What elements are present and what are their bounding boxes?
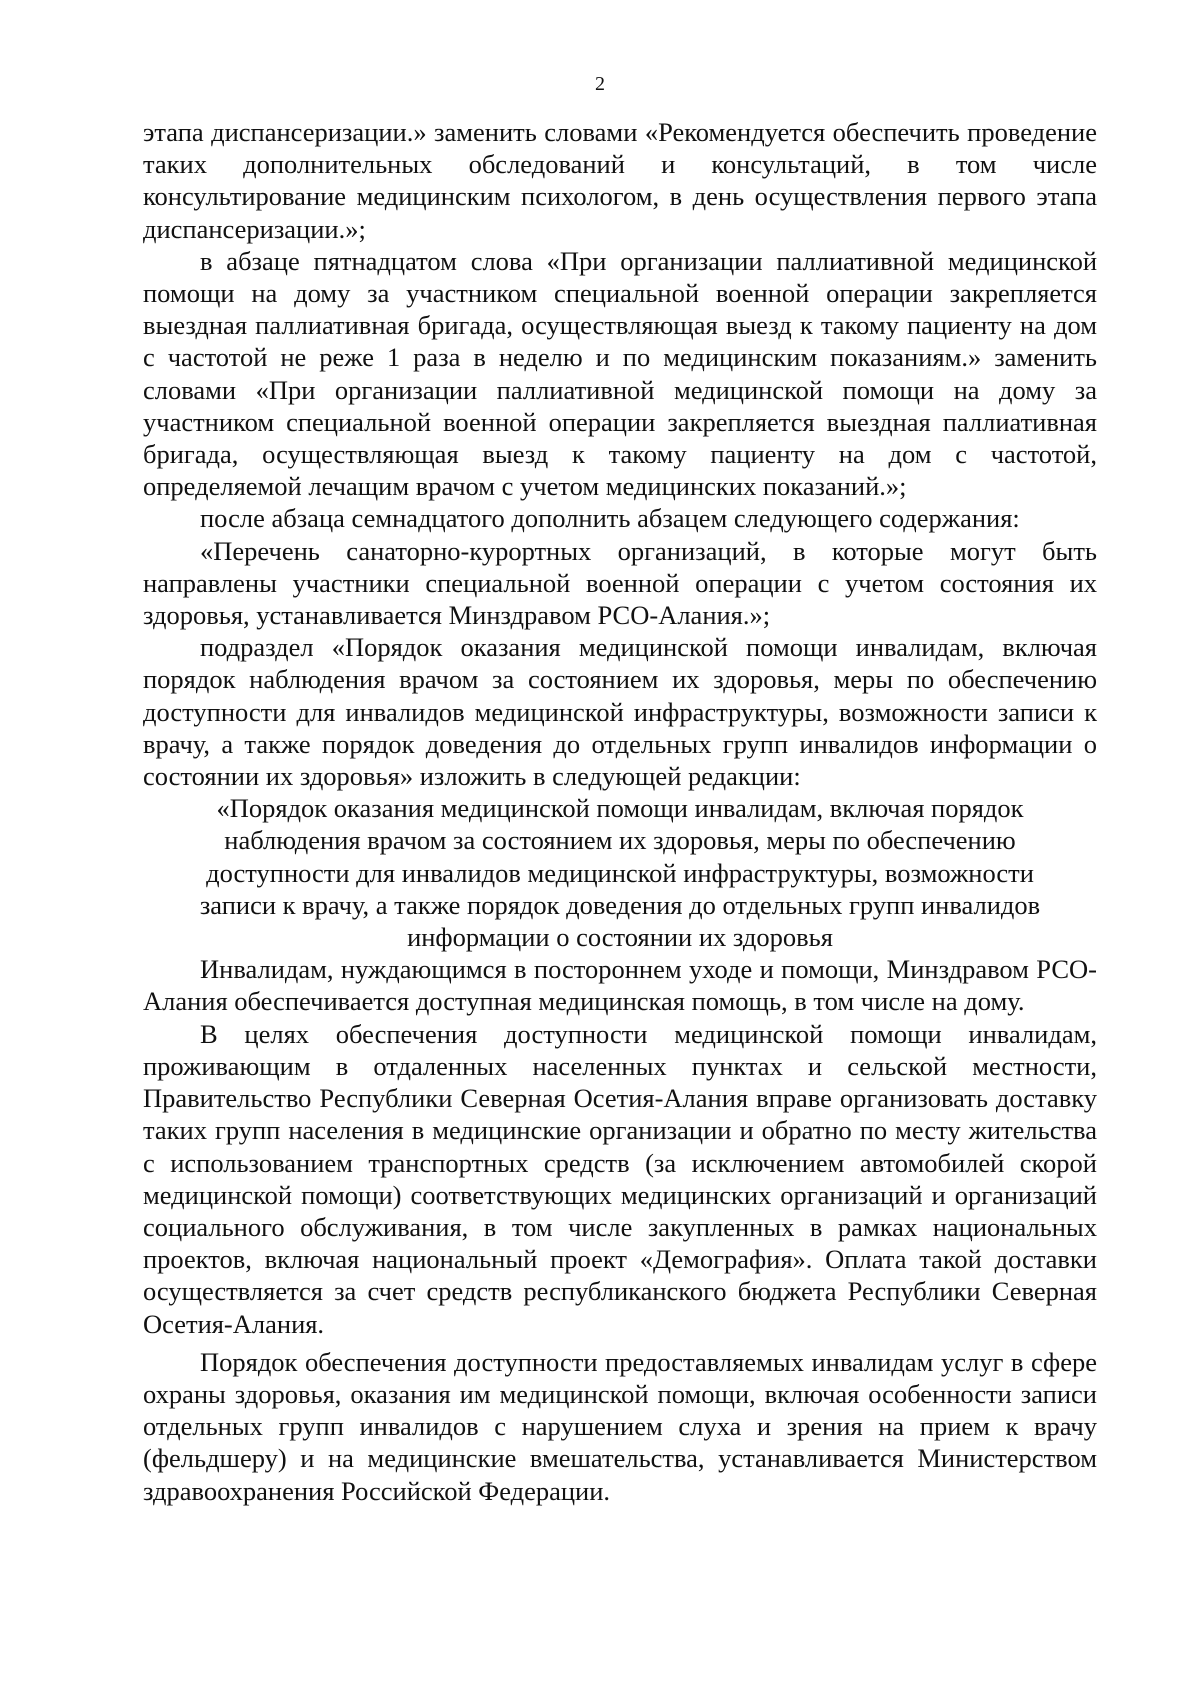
paragraph-accessibility-order: Порядок обеспечения доступности предоставляемых инвалидам услуг в сфере охраны здоровья, оказания им медицинской помощи, включая особенности записи отдельных групп инвалидов с нарушением слуха и зрения на прием к врачу (фельдшеру) и на медицинские вмешательства, устанавливается Министерством здравоохранения Российской Федерации.: [143, 1346, 1097, 1506]
paragraph-after-seventeenth: после абзаца семнадцатого дополнить абзацем следующего содержания:: [200, 503, 1020, 534]
paragraph-home-care: Инвалидам, нуждающимся в постороннем уходе и помощи, Минздравом РСО-Алания обеспечивается доступная медицинская помощь, в том числе на дому.: [143, 954, 1097, 1017]
subsection-heading-text: «Порядок оказания медицинской помощи инвалидам, включая порядок наблюдения врачом за состоянием их здоровья, меры по обеспечению доступности для инвалидов медицинской инфраструктуры, возможности записи к врачу, а также порядок доведения до отдельных групп инвалидов информации о состоянии их здоровья: [199, 793, 1041, 953]
subsection-heading: [180, 792, 1060, 953]
paragraph-subsection-replace: подраздел «Порядок оказания медицинской помощи инвалидам, включая порядок наблюдения врачом за состоянием их здоровья, меры по обеспечению доступности для инвалидов медицинской инфраструктуры, возможности записи к врачу, а также порядок доведения до отдельных групп инвалидов информации о состоянии их здоровья» изложить в следующей редакции:: [143, 632, 1097, 792]
document-body: [143, 116, 1097, 1507]
paragraph-transport: В целях обеспечения доступности медицинской помощи инвалидам, проживающим в отдаленных населенных пунктах и сельской местности, Правительство Республики Северная Осетия-Алания вправе организовать доставку таких групп населения в медицинские организации и обратно по месту жительства с использованием транспортных средств (за исключением автомобилей скорой медицинской помощи) соответствующих медицинских организаций и организаций социального обслуживания, в том числе закупленных в рамках национальных проектов, включая национальный проект «Демография». Оплата такой доставки осуществляется за счет средств республиканского бюджета Республики Северная Осетия-Алания.: [143, 1018, 1097, 1339]
paragraph-amendment-fifteenth: в абзаце пятнадцатом слова «При организации паллиативной медицинской помощи на дому за участником специальной военной операции закрепляется выездная паллиативная бригада, осуществляющая выезд к такому пациенту на дом с частотой не реже 1 раза в неделю и по медицинским показаниям.» заменить словами «При организации паллиативной медицинской помощи на дому за участником специальной военной операции закрепляется выездная паллиативная бригада, осуществляющая выезд к такому пациенту на дом с частотой, определяемой лечащим врачом с учетом медицинских показаний.»;: [143, 245, 1097, 502]
paragraph-continuation: этапа диспансеризации.» заменить словами «Рекомендуется обеспечить проведение таких дополнительных обследований и консультаций, в том числе консультирование медицинским психологом, в день осуществления первого этапа диспансеризации.»;: [143, 117, 1097, 244]
page-number: 2: [595, 73, 605, 95]
paragraph-sanatorium-list: «Перечень санаторно-курортных организаций, в которые могут быть направлены участники специальной военной операции с учетом состояния их здоровья, устанавливается Минздравом РСО-Алания.»;: [143, 535, 1097, 631]
